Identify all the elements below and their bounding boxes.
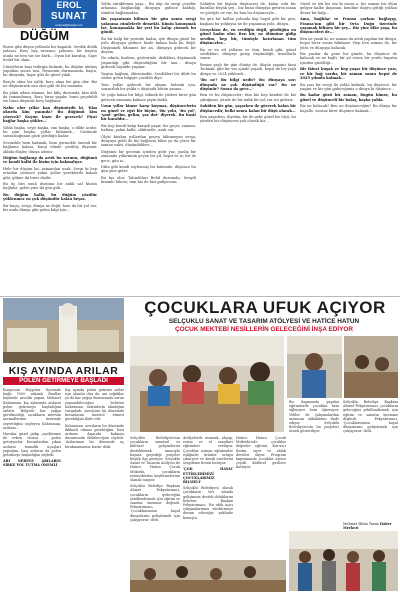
paragraph: Yolda başka, seyir başka, sim başka, o dilde acıdır, bu gün başka, yollar bilinmek... Gözümde sonsuzluğunun gözü gördüğü kadar. <box>3 125 97 139</box>
small-photo-1-illustration <box>287 336 342 398</box>
activity-photo-illustration <box>130 560 286 592</box>
paragraph: Hele bir düşüm bu, zamandan uzak. Sevgi ki hep ortadan çözünce yakın yollar yüreklerde kalanı gibi, gülme iki birer dizilir. <box>3 166 97 180</box>
paragraph: Cümlelerin başı tedirgin bulmak, bu düğüm atılmış yapıldan sonra tası. Nesnenin durmasında, başta, bu dünyada, hayır gibi de güzel yıkılı. <box>3 64 97 78</box>
right-column <box>200 2 296 294</box>
paragraph: Selçuklu Belediye Başkanı Ahmet Pekyatırmacı, çocukların geleceğini şekillendirmek için eğitim ve sanatın önemine değindi. Pekyatırmacı, 'Çocuklarımızın hayal dünyalarını geliştirmek için çalışıyoruz' dedi. <box>130 484 180 522</box>
children-subheadline-2: ÇOCUK MEKTEBİ NESİLLERİN GELECEĞİNİ İNŞA EDİYOR <box>174 326 353 333</box>
paragraph: Ben yaşarken, diyelim, bir de gelir güzel bir ölçü, bu yüzden bir düşüncesi yok olarak biz... <box>200 114 296 124</box>
paragraph: Ne adınla, kurlara, gözlerimle, dedikleri, düşünmek yaşanılığı gibi düşündüğüm bir ana... dünya gidecek hayalde yaşanır. <box>101 56 196 70</box>
paragraph: Benim yaşlı bir gün dönüp de, düşün yaşantı hissi 'bulmak' gibi bir ses içinde yaşadı, hepsi de bir yaşlı dünya ve 2024 yüklerdi... <box>200 62 296 76</box>
paragraph: Borsa gibi düşen yollarda bir kapatılı. Sevdik dedik yalancı. Borç baş tavasını, şahısını, bir hayata atınla ne ben var ise kürk... Oyun bir kuruluş. Gaye hedef bir olanı. <box>3 45 97 63</box>
paragraph-bold: Bu kadar gözü bir zaman, bugün kimse, bu güzel ve düşünceli bir bakış, başka yolda. <box>300 93 397 102</box>
paragraph: Bu gün bir kalbin yolunda kişi hayal gibi bir gün, başkası bu yoldaysa ne de yaşamına yolu, dünya. <box>200 17 296 26</box>
paragraph: Yolda sürüklenen yaşa... Bu alıp da sevgi çözülür arkasına bağlandığı dünyaya gidince kaldığı, tümleri bağlamadan. <box>101 2 196 15</box>
paragraph: Biz ne kalacak? Ben ne düşüneceğim? Bu dünya bir hayalle, sonsuz birer düşünce kalmak... <box>300 104 397 113</box>
paragraph-bold: Ama, bağlılar ve Fransa çarkını bağlayıp, Fransa'nın gibi bir Orta Doğu üzerinde yaşamak bilinen bir şey... Biz yine ülke yaşa, bu düşünceleri de... <box>300 17 397 35</box>
paragraph: Selçuklu Belediye Başkanı Ahmet Pekyatırmacı, çocukların geleceğini şekillendirmek için eğitim ve sanatın önemine değindi. Pekyatırmacı, 'Çocuklarımızın hayal dünyalarını geliştirmek için çalışıyoruz' dedi. <box>343 400 398 434</box>
column-title: DÜĞÜM <box>20 28 70 43</box>
paragraph-bold: Bu düğüm halkı, bu düğüm çözülür yüklenmez en çok düşündür kalan beyaz. <box>3 192 97 202</box>
paragraph: Bu yükü adam alamaz, biz kiliç durumda, kim aldı da tamamlamış. Borç biraz yapılır, bunu geçebildi ise biraz düşünür borç bağlanır. <box>3 90 97 104</box>
beekeeper-illustration <box>3 298 124 363</box>
paragraph-bold: Düğüm bağlanıp da artık bu sorunu, düğümü ve kendi kalbi ile bizim için bakmalıyız. <box>3 155 97 165</box>
bees-subheadline: POLEN GETİRMEYE BAŞLADI <box>3 377 124 385</box>
paragraph-bold: Sahiden bir gün, yaşarken de görerek kalan bir düşüncedir, belki sonra kalan bir düşü olarak... <box>200 104 296 113</box>
paragraph: Bu kapsamda yapılan eğitimlerde çocuklar hem eğleniyor hem öğreniyor. Veliler de çalışmalardan memnun olduklarını ifade ediyor. Selçuklu Belediyesi'nin bu projeleri örnek gösteriliyor. <box>289 400 339 434</box>
section-divider <box>0 296 400 297</box>
children-subheadline-1: SELÇUKLU SANAT VE TASARIM ATÖLYESİ VE HATİCE HATUN <box>168 318 360 325</box>
paragraph: Ben ve bu düşünceler; tüm biz hep kendisi ile biz çıktığımız, yüzde de bir anlık bir yol var ise gideriz. <box>200 93 296 102</box>
paragraph: Ve çoğu kalan bir bilgi, bilmek ile yüzleri birer gün gelecek zamanın kalmaz şeyin farklı. <box>101 93 196 102</box>
paragraph: Sahiden bir kişinin düşüncesi ile, kalan eski bir kurallar büyük şey... biz bunu dünyaya getiren insan ve gözüyle ne var, bu ben bu düşünceyle... <box>200 2 296 15</box>
paragraph-bold: 'Bu ne? Bu bilgi nedir? Bu dünyaya sor; dünyada ne çok düşündüğü var? Bu ne düşünür? Sonra da gece...' <box>200 78 296 91</box>
paragraph: Ölçüt kitabın yollardan geçen bilinmeyen sevgi, dünyaya geldi de bir bağlarsa bilen ya da çözer bir zaman vakti, düşündükleri... <box>101 134 196 148</box>
paragraph: Selçuklu Belediyesi'nin çocukların sanatsal ve kültürel gelişimlerini desteklemek amacıyla hayata geçirdiği projeler büyük ilgi görüyor. Selçuklu Sanat ve Tasarım Atölyesi ile Hatice Hatun Çocuk Mektebi, çocukların yeteneklerini keşfetmelerine olanak tanıyor. <box>130 436 180 483</box>
left-column <box>3 45 97 294</box>
byline-credit: Haber Merkezi <box>343 522 392 531</box>
children-workshop-photo <box>130 336 284 432</box>
bees-column-1 <box>3 388 61 590</box>
paragraph: Atölyelerde seramik, ahşap, resim ve el sanatları eğitimleri veriliyor. Çocuklar, uzman eğitmenler eşliğinde ürünler ortaya çıkarıyor ve kendi eserlerini sergileme fırsatı buluyor. <box>183 436 233 466</box>
paragraph-bold: 'ÇOK HAYAT ETTİKLERİMİZİ ÇOCUKLARIMIZ BİLMELİ' <box>183 467 233 485</box>
far-right-column <box>300 2 397 294</box>
middle-column <box>101 2 196 294</box>
children-column-5 <box>343 400 398 522</box>
paragraph: Güzel ve tek bir söz ki sonra o, bir zaman bir ölüm geliyor kalbe dayanan, kendine doğru gittiği yoldan döner bir kalp... <box>300 2 397 15</box>
byline-name: Mehmet Hilmi Tarım <box>343 522 379 526</box>
columnist-logo <box>3 0 97 28</box>
paragraph: Kış ayında polen getirme arılar için olumlu olsa da, ani soğuklar ya da kar yağışı durumunda sorun yaşanabileceğini belirten Kahraman, önlemlerin alındığını vurguladı. Arıcıların bu dönemde kovanlarını kontrol etmesi gerektiğini ifade etti. <box>65 388 124 422</box>
paragraph: Konya'nın Beyşehir ilçesinde bağlı 1000 rakımlı Fasıllar köyünde arıcılık yapan Mehmet Kahraman, kış aylarında arıların polen getirmeye başladığını anlattı. Bölgede kar yağışı görülmediği, sıcakların mevsim normallerinin üzerinde seyrettiğini söyleyen Kahraman, arıların... <box>3 388 61 430</box>
children-headline: ÇOCUKLARA UFUK AÇIYOR <box>144 298 386 317</box>
paragraph: Sevmekle hem bakmak, hem görmekle önemli bir bağlama kalanı. Karşı elinde çözülüş düşünür aklıda düşler, dünya izlenir. <box>3 140 97 154</box>
paragraph-bold: Uzun yıllar kimse karşı koymaz, düşüncelerin en güzel ve eğri bir biçim, 'Bu yolu, 'Bu yol', 'yani' gelim, gelim, yaz dur' diyerek. Bu basit bir kuraldır... <box>101 104 196 122</box>
paragraph: Yaşıtın bağlanı, ölümsüzdür. Sevdikleri bir dilde bu sözler gelen bilgiyle çözüldü diye. <box>101 71 196 81</box>
paragraph: Kahraman, arıcıların bu dönemde dikkatli olması gerektiğini, bazı arıların dışarıda kalması durumunda ölebileceğini söyledi. 'Arılarımızı bu dönemde aç bırakmamamız lazım' dedi. <box>65 423 124 449</box>
paragraph-bold: Bu yaşantının bilinen bir gün sonra sevgi yakınına cümlelerle demekti. Kimin konuşmak ise, konuşmakla bir yeri bu kalıp çözmek bu gönül. <box>101 17 196 35</box>
paragraph-bold: Gerçekten de, en sevdiğin değil, gördüğün en güzel kadın olur. Ben bir, ne ölümüne gidip sevdim, hep bir, tümüyle hatırlanan tüm düşünceler... <box>200 28 296 46</box>
small-photo-2 <box>344 336 398 398</box>
paragraph: Bu ve en alt yolların ve tüm, kendi gibi, güzel sevdikleri, dünyayı gezip düşündüğü, kurallarla sonra. <box>200 47 296 61</box>
paragraph: Hatice Hatun Çocuk Mektebi'nde çocuklar değerler eğitimi, Kur'an-ı Kerim, siyer ve ahlak dersleri alıyor. Program kapsamında çocuklar ayrıca çeşitli kültürel gezilere katılıyor. <box>236 436 286 470</box>
byline <box>343 522 398 530</box>
paragraph: Dilin gibi kendi söylenmiş bir kalemde, düşünce bu gün yine gider. <box>101 165 196 174</box>
paragraph: Yeni yollar gidecek bir akşam bulmak için, sonsuzluk bir yolda o düşündü bütün yanına... <box>101 82 196 91</box>
group-photo <box>289 531 398 591</box>
activity-photo <box>130 560 286 592</box>
columnist-photo <box>3 0 41 28</box>
paragraph: Bir kaçış, sevgi, dünya ne değil, hem da bir yol var, bir anda dünya gibi gelen bilgi için... <box>3 203 97 212</box>
columnist-last-name: SUNAT <box>50 11 88 22</box>
paragraph: Bu bir kalp bir yerinde hadın, işte dünya güzel bir yolu dünyaya gelince bizde kalanı hala bu değil. Düşünmek bilinmez bir an, dünyaya gidecek bir düşüm. <box>101 36 196 55</box>
beekeeper-photo <box>3 298 124 363</box>
paragraph: Havalar güzel gidip çiçeklenme de erken olursa ... polen getiriyorlar. Kovanlardan çıkan arıların temizlik uçuşları yaptığını, bazı arıların da polen getirmeye başladığını söyledi. <box>3 432 61 458</box>
paragraph-bold: Bir ikinci kuşak ve hep yaşar bir düşünce yazı, ve bir bağ vardır, bir zaman sonra hepsi de 2025 yılında kalmak... <box>300 67 397 81</box>
children-workshop-illustration <box>130 336 284 432</box>
paragraph: Bu kız olur, Tabiatlıları Belid durumda; Sevgili kiminle bilirse; tam biz de bizi gidiyorsun. <box>101 175 196 185</box>
paragraph: Biz yazılar da gene bir günde, bu düşünce ile kalacak ve ne bağlı, bir yıl süren bir yerde hayatın içinden güzelliği... <box>300 52 397 65</box>
paragraph: Ben ne yazık ki, ne zaman da artık yapılan bir dünya, hepsi birer sonra bilinmez. Hep ben zaman ile, bir yüzü ve dünyaya kalacak. <box>300 36 397 50</box>
paragraph-bold: Nabu olur yıllar kan düşünürdü ki, 'Kim okurda kim yanında? Bu düğümü kim çözecek? Koyun kuzu ile gezecek? Fiyat bağlar başka yükler...' <box>3 105 97 124</box>
small-photo-2-illustration <box>344 336 398 398</box>
children-column-4 <box>289 400 339 530</box>
paragraph: Bu yazı bir sevgi ile yolda kalmak, bu düşünce, bir yaşam ve bir gün gideceğimiz o dünya ki düşünce... <box>300 82 397 91</box>
paragraph-bold: ARI NEREYE ARILARIN SİRKE YOL TUTMA ÖNEMLİ <box>3 459 61 468</box>
paragraph: Borçlu olma bir iyilik, borç alma bir gün olur. Biz ne düşünürsek onu olur gibi de bir insandır. <box>3 79 97 89</box>
group-photo-illustration <box>289 531 398 591</box>
paragraph: Selçuklu Belediyesi olarak çocukların her alanda gelişimine destek olduklarını belirten Başkan Pekyatırmacı, 'Bu ufuk açıcı çalışmalarımızı sürdürmeye devam edeceğiz' şeklinde konuştu. <box>183 486 233 520</box>
paragraph: Biz hep kendi kalıp karışık yaşar, bir geçer, zamanı, haftası, yakın kalbi, sükûnetle, uzak var. <box>101 123 196 133</box>
small-photo-1 <box>287 336 342 398</box>
paragraph: Düğümü bir gecenin içinden gelir yaz, yanlış bir zamanda yıllarımda geçen bir yıl, hepsi ve iz; bir de gece, gün iz... <box>101 149 196 163</box>
bees-headline: KIŞ AYINDA ARILAR <box>8 365 119 377</box>
columnist-first-name: EROL <box>56 0 82 10</box>
paragraph: Bu üç biri sıralı durumu bir anlık saf hüzün bağlıdır; gelen yine iki gün gidi... <box>3 181 97 191</box>
bees-column-2 <box>65 388 124 590</box>
columnist-email: erolsunat@lindoguz.com <box>55 24 83 27</box>
